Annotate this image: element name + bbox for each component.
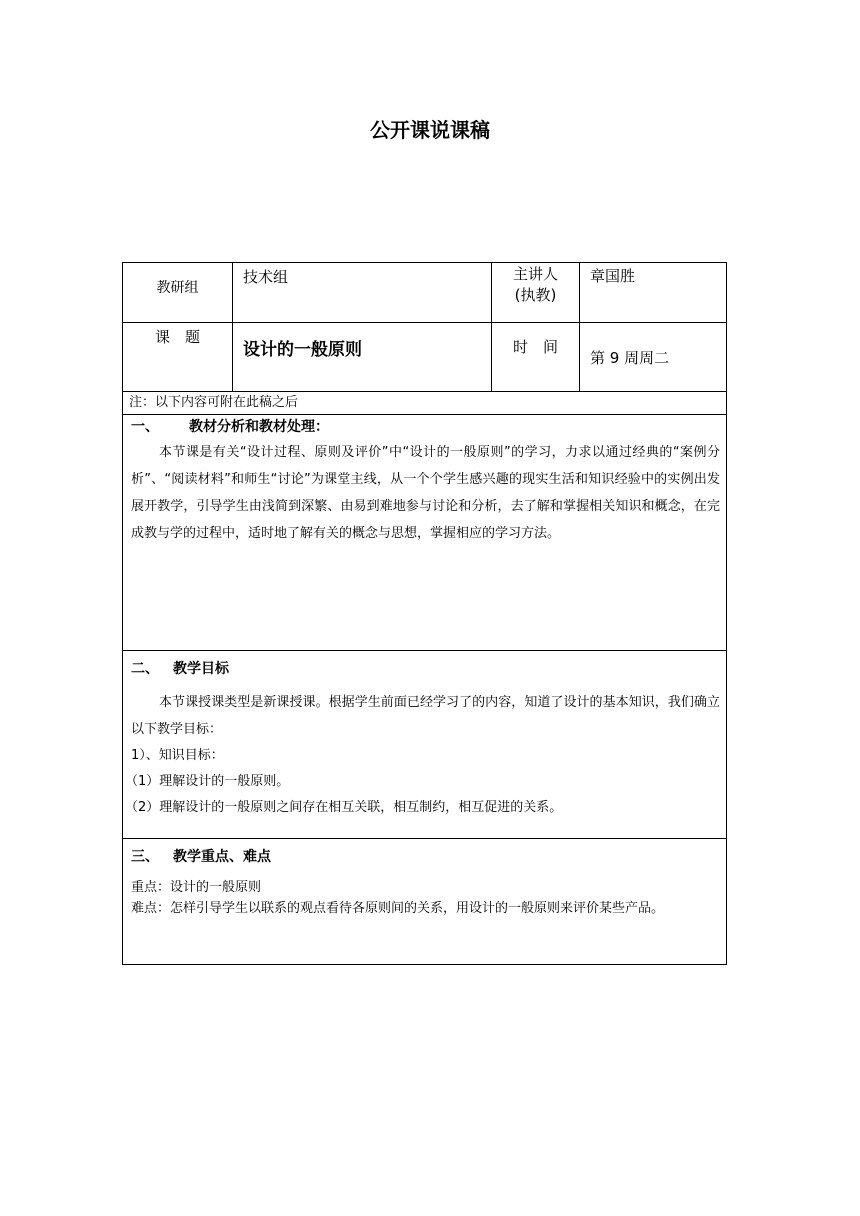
section-2-title: 教学目标 xyxy=(173,661,229,677)
header-row-1 xyxy=(123,263,727,323)
topic-label: 课 题 xyxy=(123,323,233,392)
section-3-difficulty: 难点：怎样引导学生以联系的观点看待各原则间的关系，用设计的一般原则来评价某些产品。 xyxy=(131,901,665,916)
section-key-points xyxy=(123,839,727,965)
lecturer-label-line1: 主讲人 xyxy=(512,265,558,283)
section-1-number: 一、 xyxy=(131,419,159,435)
section-2-line-3: （2）理解设计的一般原则之间存在相互关联，相互制约，相互促进的关系。 xyxy=(125,800,563,815)
lecturer-label xyxy=(492,263,580,323)
lecturer-label-line2: (执教) xyxy=(514,286,557,304)
section-1-heading xyxy=(131,415,720,439)
section-2-line-1: 1）、知识目标： xyxy=(131,748,224,763)
section-3-key-point: 重点：设计的一般原则 xyxy=(131,880,262,895)
section-material-analysis xyxy=(123,415,727,651)
group-value: 技术组 xyxy=(233,263,492,323)
section-3-heading xyxy=(131,839,720,877)
group-label: 教研组 xyxy=(123,263,233,323)
topic-value: 设计的一般原则 xyxy=(233,323,492,392)
section-2-number: 二、 xyxy=(131,661,159,677)
section-2-heading xyxy=(131,651,720,689)
time-value: 第 9 周周二 xyxy=(580,323,727,392)
section-teaching-goals xyxy=(123,651,727,839)
section-2-line-2: （1）理解设计的一般原则。 xyxy=(125,774,290,789)
section-3-number: 三、 xyxy=(131,849,159,865)
section-2-row xyxy=(123,651,727,839)
note-text: 注：以下内容可附在此稿之后 xyxy=(123,392,727,415)
header-row-2 xyxy=(123,323,727,392)
section-1-row xyxy=(123,415,727,651)
section-1-paragraph: 本节课是有关“设计过程、原则及评价”中“设计的一般原则”的学习，力求以通过经典的“案例分析”、“阅读材料”和师生“讨论”为课堂主线，从一个个学生感兴趣的现实生活和知识经验中的实例出发展开教学，引导学生由浅简到深繁、由易到难地参与讨论和分析，去了解和掌握相关知识和概念，在完成教与学的过程中，适时地了解有关的概念与思想，掌握相应的学习方法。 xyxy=(131,445,720,541)
document-title: 公开课说课稿 xyxy=(370,118,490,142)
lesson-form-table xyxy=(122,262,727,965)
section-3-row xyxy=(123,839,727,965)
section-3-title: 教学重点、难点 xyxy=(173,849,271,865)
section-2-paragraph: 本节课授课类型是新课授课。根据学生前面已经学习了的内容，知道了设计的基本知识，我们确立以下教学目标： xyxy=(131,695,720,737)
note-row xyxy=(123,392,727,415)
section-1-title: 教材分析和教材处理： xyxy=(189,419,329,435)
lecturer-value: 章国胜 xyxy=(580,263,727,323)
time-label: 时 间 xyxy=(492,323,580,392)
